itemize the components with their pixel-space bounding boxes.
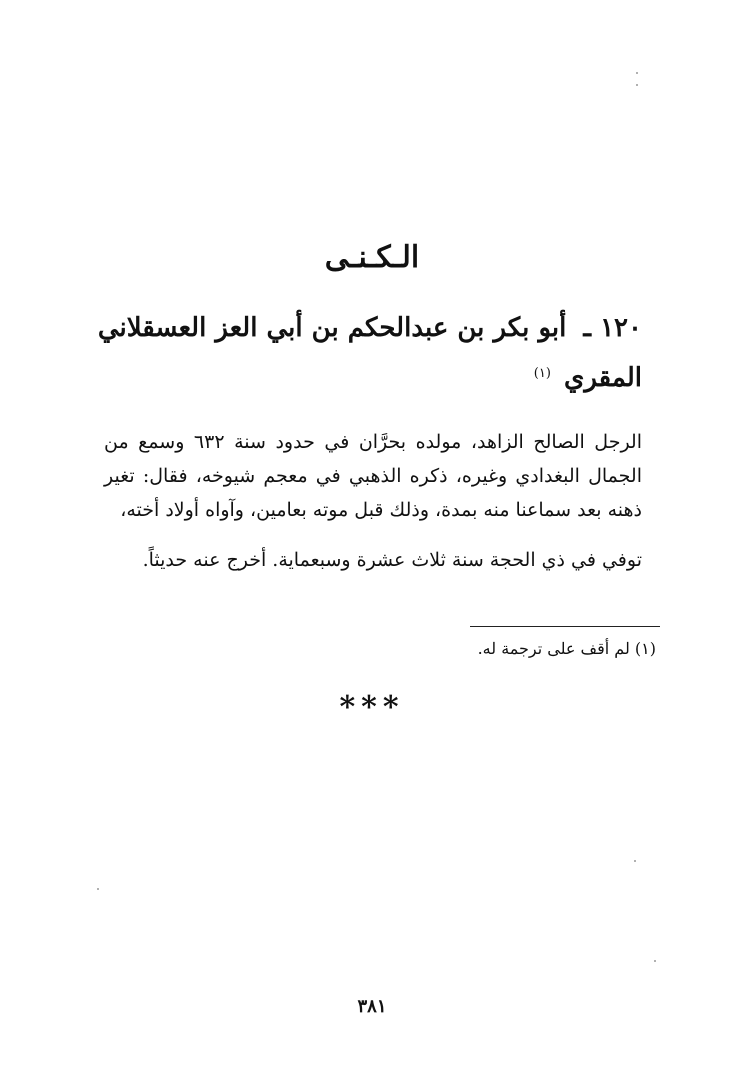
section-title: الـكـنـى	[324, 240, 420, 275]
page-number: ٣٨١	[357, 996, 387, 1017]
entry-number: ١٢٠ ـ	[583, 313, 642, 343]
scan-speck	[636, 72, 638, 74]
body-paragraph: توفي في ذي الحجة سنة ثلاث عشرة وسبعماية. أخرج عنه حديثاً.	[142, 549, 642, 571]
scan-speck	[97, 888, 99, 890]
entry-heading	[82, 305, 642, 401]
entry-body	[104, 425, 642, 593]
footnote-divider	[470, 626, 660, 627]
scan-speck	[634, 860, 636, 862]
scan-speck	[636, 84, 638, 86]
section-separator: ***	[339, 690, 405, 725]
body-paragraph: الرجل الصالح الزاهد، مولده بحرَّان في حدود سنة ٦٣٢ وسمع من الجمال البغدادي وغيره، ذكره الذهبي في معجم شيوخه، فقال: تغير ذهنه بعد سماعنا منه بمدة، وذلك قبل موته بعامين، وآواه أولاد أخته،	[104, 431, 642, 521]
scan-speck	[654, 960, 656, 962]
footnote-text: (١) لم أقف على ترجمة له.	[477, 639, 656, 658]
entry-title: أبو بكر بن عبدالحكم بن أبي العز العسقلاني المقري	[97, 313, 642, 393]
footnote-reference: (١)	[533, 366, 551, 381]
